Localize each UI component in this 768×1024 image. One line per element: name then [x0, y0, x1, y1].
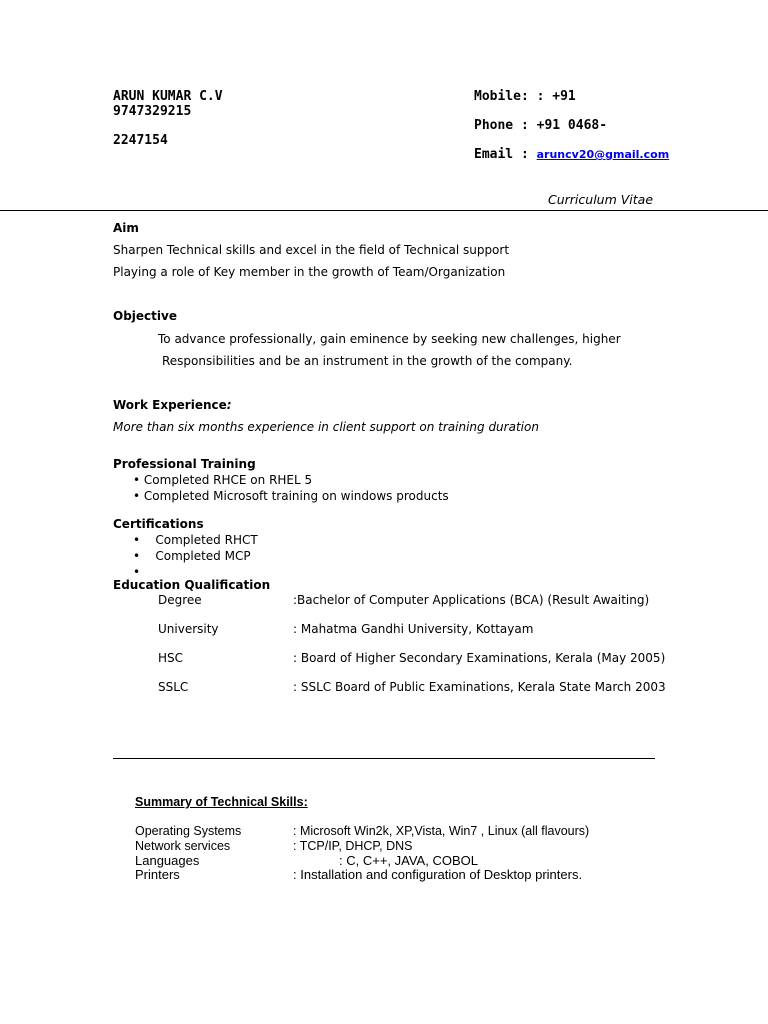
education-value: :Bachelor of Computer Applications (BCA) (Result Awaiting) [293, 593, 650, 607]
education-label: SSLC [158, 680, 189, 694]
aim-heading: Aim [113, 221, 139, 235]
objective-line: Responsibilities and be an instrument in the growth of the company. [162, 354, 573, 368]
candidate-name: ARUN KUMAR C.V [113, 89, 223, 104]
skills-value: : C, C++, JAVA, COBOL [339, 853, 478, 868]
objective-heading: Objective [113, 309, 177, 323]
phone-number-1: 9747329215 [113, 104, 192, 119]
objective-line: To advance professionally, gain eminence by seeking new challenges, higher [158, 332, 621, 346]
education-value: : Board of Higher Secondary Examinations, Kerala (May 2005) [293, 651, 666, 665]
skills-value: : Microsoft Win2k, XP,Vista, Win7 , Linux (all flavours) [293, 824, 590, 838]
work-heading-text: Work Experience [113, 398, 227, 412]
list-item-text: Completed RHCT [155, 533, 258, 547]
bullet: • [133, 549, 141, 563]
list-item-text: Completed MCP [155, 549, 251, 563]
education-label: University [158, 622, 219, 636]
skills-label: Network services [135, 839, 231, 853]
list-item [133, 548, 258, 564]
document-title: Curriculum Vitae [548, 192, 654, 207]
aim-line: Playing a role of Key member in the growth of Team/Organization [113, 265, 506, 279]
mobile-label: Mobile: : +91 [474, 89, 576, 104]
email-label: Email : [474, 147, 529, 162]
bullet: • [133, 473, 141, 487]
list-item [133, 488, 449, 504]
skills-label: Languages [135, 853, 200, 868]
list-item-text: Completed Microsoft training on windows products [143, 489, 449, 503]
bullet: • [133, 489, 141, 503]
aim-line: Sharpen Technical skills and excel in the field of Technical support [113, 243, 510, 257]
education-heading: Education Qualification [113, 578, 271, 592]
email-link[interactable]: aruncv20@gmail.com [536, 148, 670, 161]
skills-label: Printers [135, 867, 180, 882]
phone-label: Phone : +91 0468- [474, 118, 608, 133]
work-heading-suffix: : [226, 398, 232, 412]
education-value: : Mahatma Gandhi University, Kottayam [293, 622, 534, 636]
bullet: • [133, 533, 141, 547]
skills-heading: Summary of Technical Skills: [135, 795, 308, 809]
work-experience-text: More than six months experience in client support on training duration [113, 420, 539, 434]
list-item [133, 472, 449, 488]
list-item-text: Completed RHCE on RHEL 5 [143, 473, 313, 487]
training-list [133, 472, 449, 504]
certifications-heading: Certifications [113, 517, 204, 531]
education-label: HSC [158, 651, 184, 665]
bullet: • [133, 565, 141, 579]
email-row [474, 147, 669, 162]
education-label: Degree [158, 593, 202, 607]
header-divider [0, 210, 768, 211]
section-divider [113, 758, 655, 759]
skills-value: : TCP/IP, DHCP, DNS [293, 839, 413, 853]
training-heading: Professional Training [113, 457, 256, 471]
list-item [133, 532, 258, 548]
skills-label: Operating Systems [135, 824, 242, 838]
work-experience-heading [113, 398, 232, 412]
phone-number-2: 2247154 [113, 133, 168, 148]
certifications-list [133, 532, 258, 580]
education-value: : SSLC Board of Public Examinations, Kerala State March 2003 [293, 680, 666, 694]
skills-value: : Installation and configuration of Desktop printers. [293, 867, 583, 882]
